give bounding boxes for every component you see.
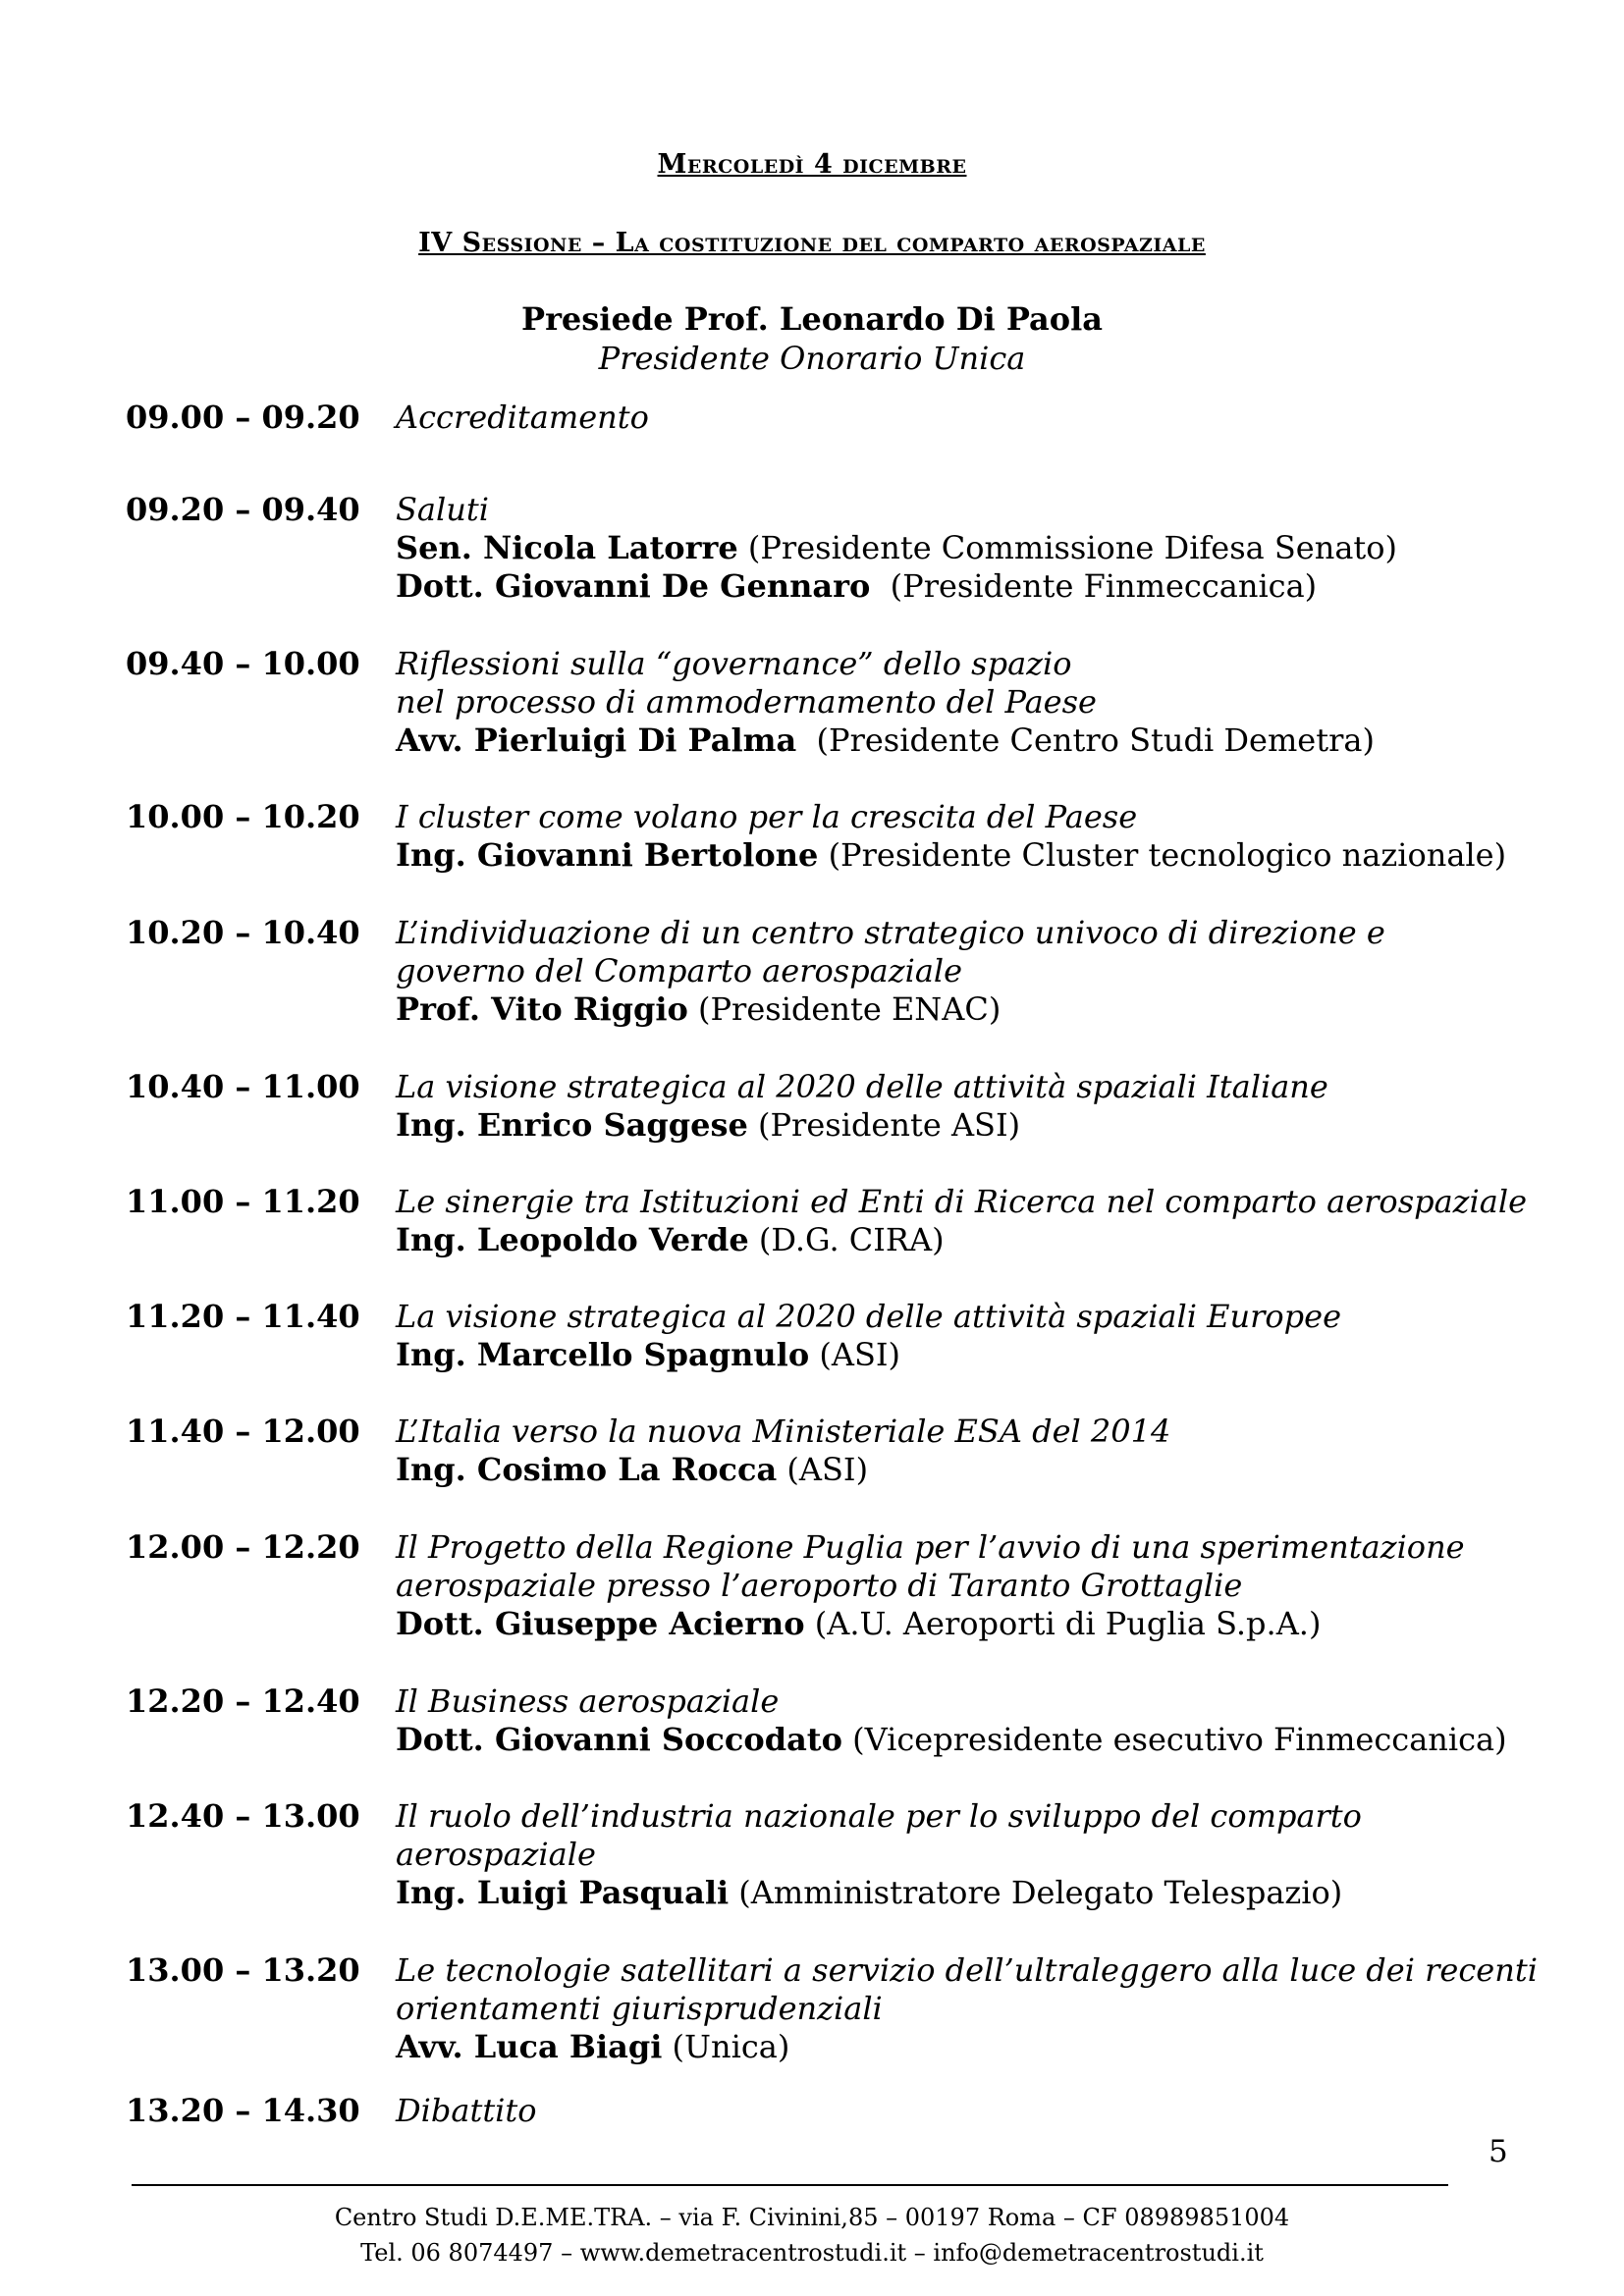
speaker-name: Dott. Giovanni Soccodato bbox=[396, 1721, 842, 1758]
time-slot: 09.00 – 09.20 bbox=[126, 399, 360, 436]
talk-title: Il Business aerospaziale bbox=[396, 1682, 780, 1720]
session-content bbox=[396, 1951, 1538, 2066]
speaker-line bbox=[396, 1721, 1525, 1759]
talk-title: L’individuazione di un centro strategico univoco di direzione e bbox=[396, 914, 1385, 951]
speaker-line bbox=[396, 1605, 1525, 1643]
day-title: Mercoledì 4 dicembre bbox=[657, 149, 967, 180]
time-slot: 10.00 – 10.20 bbox=[126, 798, 360, 835]
session-content bbox=[396, 1682, 1525, 1759]
talk-title: nel processo di ammodernamento del Paese bbox=[396, 683, 1097, 721]
speaker-line bbox=[396, 567, 1525, 606]
talk-title: Le sinergie tra Istituzioni ed Enti di Ricerca nel comparto aerospaziale bbox=[396, 1183, 1528, 1220]
speaker-name: Ing. Marcello Spagnulo bbox=[396, 1336, 810, 1373]
talk-title: orientamenti giurisprudenziali bbox=[396, 1990, 883, 2027]
speaker-affiliation: (Vicepresidente esecutivo Finmeccanica) bbox=[841, 1721, 1507, 1758]
speaker-name: Avv. Luca Biagi bbox=[396, 2028, 663, 2065]
time-slot: 09.20 – 09.40 bbox=[126, 491, 360, 528]
session-content bbox=[396, 1068, 1525, 1145]
time-slot: 10.40 – 11.00 bbox=[126, 1068, 360, 1105]
speaker-name: Ing. Giovanni Bertolone bbox=[396, 836, 819, 874]
time-slot: 11.40 – 12.00 bbox=[126, 1413, 360, 1450]
speaker-line bbox=[396, 1336, 1525, 1374]
speaker-affiliation: (Presidente Cluster tecnologico nazionale) bbox=[818, 836, 1507, 874]
speaker-affiliation: (Presidente Commissione Difesa Senato) bbox=[737, 529, 1398, 566]
talk-title: La visione strategica al 2020 delle attività spaziali Europee bbox=[396, 1298, 1342, 1335]
session-title: IV Sessione – La costituzione del comparto aerospaziale bbox=[418, 228, 1206, 258]
speaker-line bbox=[396, 529, 1525, 567]
session-content bbox=[396, 399, 1525, 437]
session-content bbox=[396, 1528, 1525, 1643]
time-slot: 12.40 – 13.00 bbox=[126, 1797, 360, 1835]
footer-address: Centro Studi D.E.ME.TRA. – via F. Civinini,85 – 00197 Roma – CF 08989851004 bbox=[334, 2204, 1290, 2231]
speaker-affiliation: (ASI) bbox=[809, 1336, 900, 1373]
speaker-line bbox=[396, 721, 1525, 760]
speaker-line bbox=[396, 990, 1525, 1029]
talk-title: Accreditamento bbox=[396, 399, 649, 436]
talk-title: Dibattito bbox=[396, 2092, 537, 2129]
speaker-name: Dott. Giovanni De Gennaro bbox=[396, 567, 871, 605]
talk-title: aerospaziale bbox=[396, 1836, 596, 1873]
chair-role: Presidente Onorario Unica bbox=[598, 340, 1026, 377]
time-slot: 09.40 – 10.00 bbox=[126, 645, 360, 682]
session-content bbox=[396, 798, 1525, 875]
talk-title: Il ruolo dell’industria nazionale per lo sviluppo del comparto bbox=[396, 1797, 1362, 1835]
talk-title: I cluster come volano per la crescita del Paese bbox=[396, 798, 1138, 835]
session-content bbox=[396, 645, 1525, 760]
speaker-line bbox=[396, 1874, 1525, 1912]
speaker-name: Ing. Enrico Saggese bbox=[396, 1106, 748, 1144]
session-content bbox=[396, 914, 1525, 1029]
speaker-affiliation: (D.G. CIRA) bbox=[748, 1221, 945, 1258]
time-slot: 13.20 – 14.30 bbox=[126, 2092, 360, 2129]
talk-title: L’Italia verso la nuova Ministeriale ESA del 2014 bbox=[396, 1413, 1171, 1450]
footer-contacts: Tel. 06 8074497 – www.demetracentrostudi.it – info@demetracentrostudi.it bbox=[360, 2239, 1264, 2267]
talk-title: Riflessioni sulla “governance” dello spazio bbox=[396, 645, 1072, 682]
speaker-affiliation: (ASI) bbox=[777, 1451, 869, 1488]
speaker-name: Ing. Luigi Pasquali bbox=[396, 1874, 730, 1911]
time-slot: 11.00 – 11.20 bbox=[126, 1183, 360, 1220]
time-slot: 12.20 – 12.40 bbox=[126, 1682, 360, 1720]
talk-title: Saluti bbox=[396, 491, 489, 528]
speaker-affiliation: (Presidente ENAC) bbox=[687, 990, 1001, 1028]
session-content bbox=[396, 491, 1525, 606]
speaker-line bbox=[396, 1106, 1525, 1145]
time-slot: 11.20 – 11.40 bbox=[126, 1298, 360, 1335]
speaker-affiliation: (Presidente Centro Studi Demetra) bbox=[796, 721, 1375, 759]
speaker-name: Ing. Cosimo La Rocca bbox=[396, 1451, 778, 1488]
chair-name: Presiede Prof. Leonardo Di Paola bbox=[521, 300, 1103, 338]
speaker-name: Sen. Nicola Latorre bbox=[396, 529, 738, 566]
session-content bbox=[396, 2092, 1525, 2130]
speaker-affiliation: (Presidente ASI) bbox=[747, 1106, 1021, 1144]
speaker-affiliation: (A.U. Aeroporti di Puglia S.p.A.) bbox=[804, 1605, 1322, 1642]
time-slot: 13.00 – 13.20 bbox=[126, 1951, 360, 1989]
talk-title: Le tecnologie satellitari a servizio dell’ultraleggero alla luce dei recenti bbox=[396, 1951, 1538, 1989]
session-content bbox=[396, 1298, 1525, 1374]
speaker-name: Prof. Vito Riggio bbox=[396, 990, 688, 1028]
session-content bbox=[396, 1797, 1525, 1912]
session-content bbox=[396, 1413, 1525, 1489]
talk-title: governo del Comparto aerospaziale bbox=[396, 952, 963, 989]
speaker-line bbox=[396, 836, 1525, 875]
speaker-line bbox=[396, 1221, 1525, 1259]
talk-title: aerospaziale presso l’aeroporto di Taranto Grottaglie bbox=[396, 1567, 1243, 1604]
talk-title: Il Progetto della Regione Puglia per l’avvio di una sperimentazione bbox=[396, 1528, 1465, 1566]
footer-divider bbox=[132, 2184, 1448, 2186]
speaker-affiliation: (Presidente Finmeccanica) bbox=[870, 567, 1318, 605]
speaker-name: Avv. Pierluigi Di Palma bbox=[396, 721, 797, 759]
speaker-affiliation: (Unica) bbox=[662, 2028, 790, 2065]
time-slot: 12.00 – 12.20 bbox=[126, 1528, 360, 1566]
speaker-name: Ing. Leopoldo Verde bbox=[396, 1221, 749, 1258]
speaker-line bbox=[396, 1451, 1525, 1489]
talk-title: La visione strategica al 2020 delle attività spaziali Italiane bbox=[396, 1068, 1328, 1105]
speaker-line bbox=[396, 2028, 1525, 2066]
speaker-name: Dott. Giuseppe Acierno bbox=[396, 1605, 805, 1642]
session-content bbox=[396, 1183, 1528, 1259]
time-slot: 10.20 – 10.40 bbox=[126, 914, 360, 951]
page-number: 5 bbox=[1489, 2134, 1508, 2169]
speaker-affiliation: (Amministratore Delegato Telespazio) bbox=[729, 1874, 1343, 1911]
